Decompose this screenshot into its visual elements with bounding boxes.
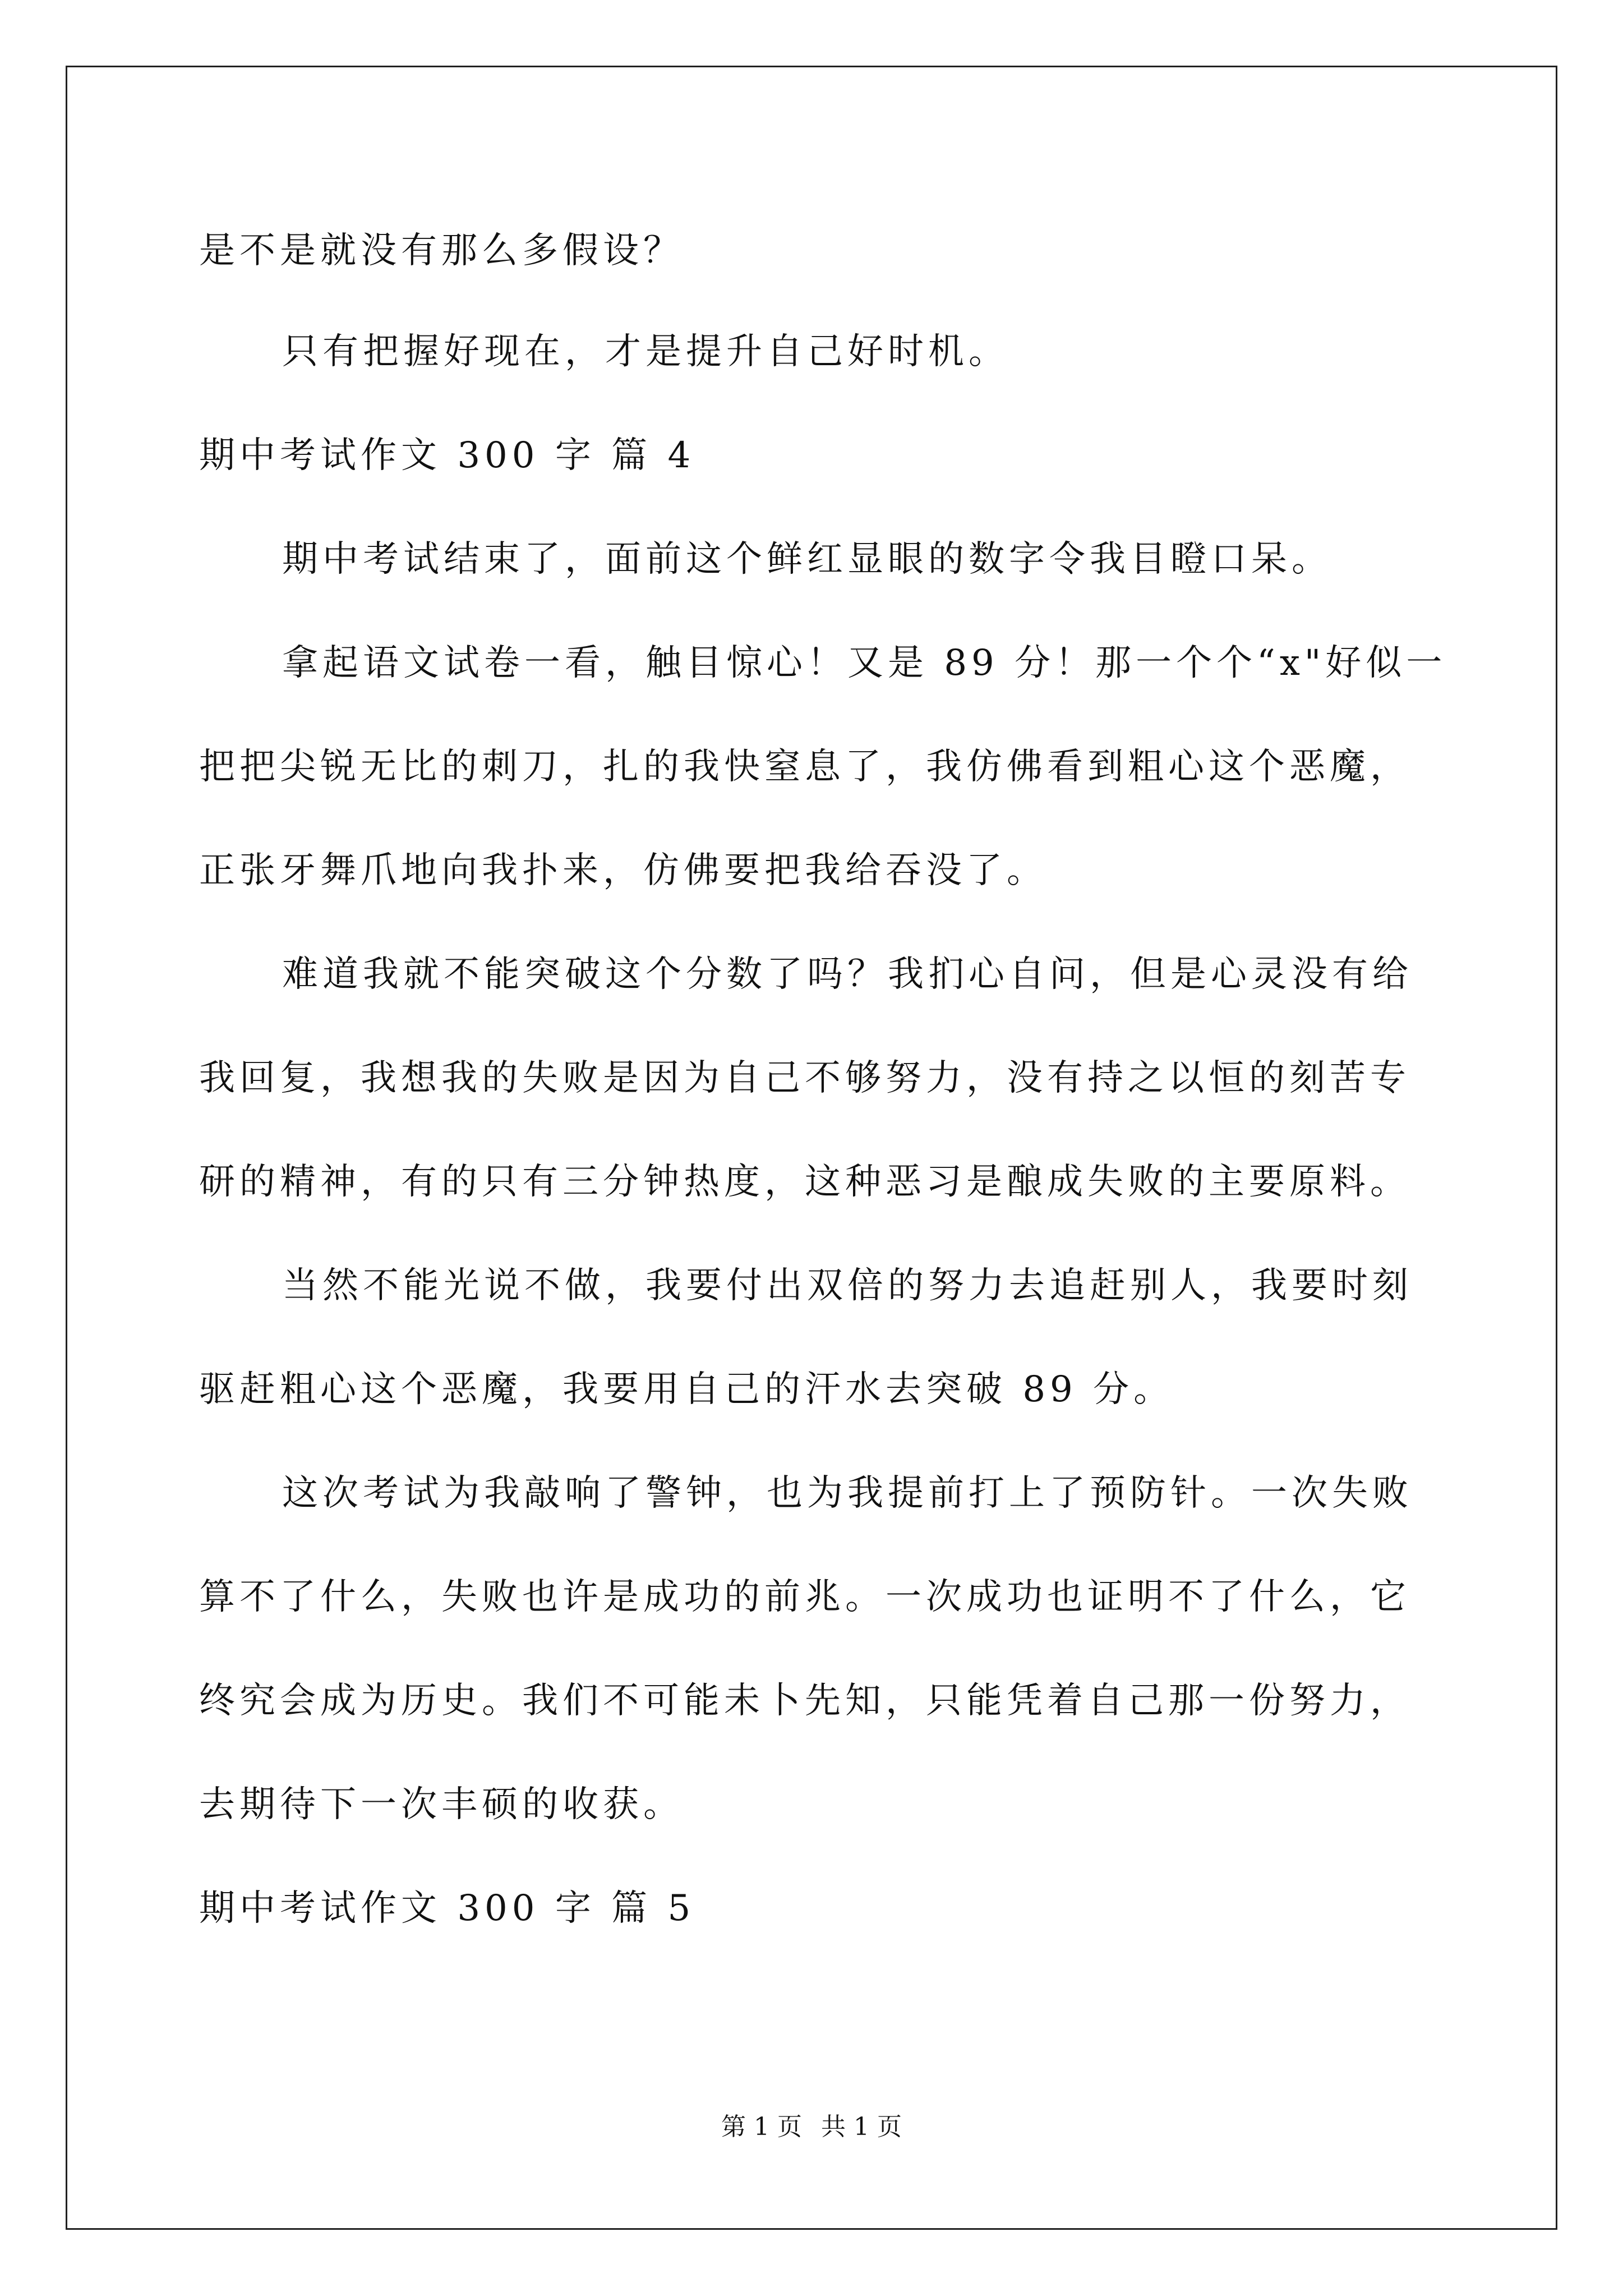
section-heading: 期中考试作文 300 字 篇 5 [199,1888,695,1929]
text-line: 我回复，我想我的失败是因为自己不够努力，没有持之以恒的刻苦专 [199,1057,1410,1099]
text-line: 是不是就没有那么多假设？ [199,230,684,272]
text-line: 把把尖锐无比的刺刀，扎的我快窒息了，我仿佛看到粗心这个恶魔， [199,746,1410,788]
text-line: 当然不能光说不做，我要付出双倍的努力去追赶别人，我要时刻 [282,1265,1413,1306]
page-total: 共 1 页 [821,2113,902,2141]
text-line: 去期待下一次丰硕的收获。 [199,1784,684,1825]
text-line: 终究会成为历史。我们不可能未卜先知，只能凭着自己那一份努力， [199,1680,1410,1722]
text-line: 研的精神，有的只有三分钟热度，这种恶习是酿成失败的主要原料。 [199,1161,1410,1203]
text-line: 难道我就不能突破这个分数了吗？我扪心自问，但是心灵没有给 [282,954,1413,995]
text-line: 拿起语文试卷一看，触目惊心！又是 89 分！那一个个“x"好似一 [282,642,1447,684]
section-heading: 期中考试作文 300 字 篇 4 [199,435,695,476]
text-line: 正张牙舞爪地向我扑来，仿佛要把我给吞没了。 [199,850,1047,891]
text-line: 期中考试结束了，面前这个鲜红显眼的数字令我目瞪口呆。 [282,539,1332,580]
text-line: 这次考试为我敲响了警钟，也为我提前打上了预防针。一次失败 [282,1473,1413,1514]
page-number: 第 1 页 [721,2113,802,2141]
text-line: 驱赶粗心这个恶魔，我要用自己的汗水去突破 89 分。 [199,1369,1174,1410]
text-line: 算不了什么，失败也许是成功的前兆。一次成功也证明不了什么，它 [199,1576,1410,1618]
text-line: 只有把握好现在，才是提升自己好时机。 [282,331,1009,372]
page-footer [0,2115,1623,2139]
